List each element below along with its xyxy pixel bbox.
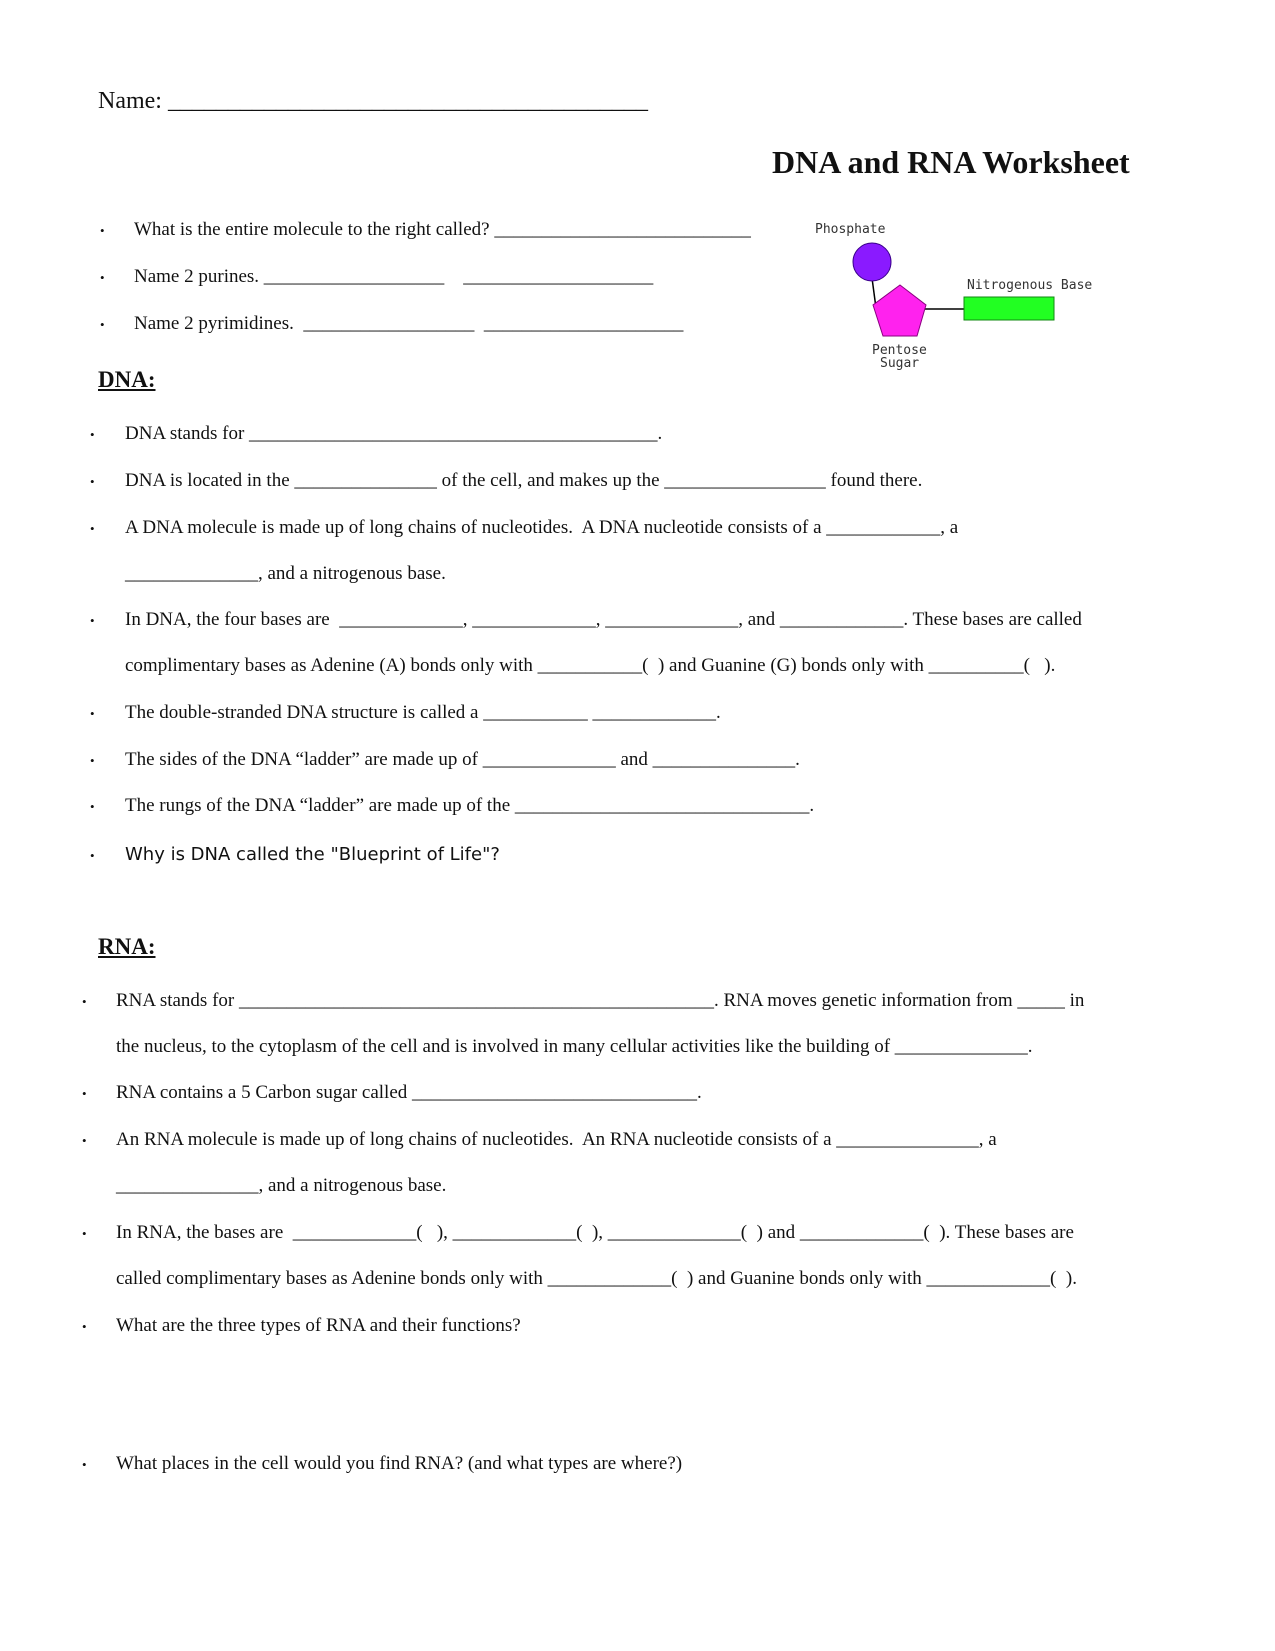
rna-complementary-bases[interactable]: called complimentary bases as Adenine bonds only with _____________( ) and Guanine bonds only with _____________( ). — [116, 1268, 1077, 1289]
dna-structure[interactable]: The double-stranded DNA structure is called a ___________ _____________. — [125, 702, 721, 723]
bullet: • — [90, 706, 95, 721]
rna-function-cont[interactable]: the nucleus, to the cytoplasm of the cell and is involved in many cellular activities like the building of ______________. — [116, 1036, 1033, 1057]
bullet: • — [82, 1086, 87, 1101]
bullet: • — [90, 521, 95, 536]
phosphate-label: Phosphate — [815, 222, 886, 237]
name-field-label[interactable]: Name: ________________________________________ — [98, 88, 648, 114]
bullet: • — [82, 1133, 87, 1148]
dna-four-bases[interactable]: In DNA, the four bases are _____________, _____________, ______________, and _____________. These bases are called — [125, 609, 1082, 630]
dna-ladder-sides[interactable]: The sides of the DNA “ladder” are made up of ______________ and _______________. — [125, 749, 800, 770]
rna-nucleotide-cont[interactable]: _______________, and a nitrogenous base. — [116, 1175, 447, 1196]
dna-location[interactable]: DNA is located in the _______________ of the cell, and makes up the _________________ found there. — [125, 470, 923, 491]
bullet: • — [82, 994, 87, 1009]
pentose-label: Pentose — [872, 343, 927, 358]
bullet: • — [90, 753, 95, 768]
nitrogenous-base-rect — [964, 297, 1054, 320]
bullet: • — [82, 1226, 87, 1241]
dna-nucleotide[interactable]: A DNA molecule is made up of long chains of nucleotides. A DNA nucleotide consists of a ____________, a — [125, 517, 959, 538]
rna-sugar[interactable]: RNA contains a 5 Carbon sugar called ______________________________. — [116, 1082, 702, 1103]
bullet: • — [100, 270, 105, 285]
bullet: • — [100, 317, 105, 332]
bullet: • — [82, 1319, 87, 1334]
dna-stands-for[interactable]: DNA stands for ___________________________________________. — [125, 423, 663, 444]
nitrogenous-base-label: Nitrogenous Base — [967, 278, 1093, 293]
rna-stands-for[interactable]: RNA stands for __________________________________________________. RNA moves genetic information from _____ in — [116, 990, 1085, 1011]
sugar-label: Sugar — [880, 356, 920, 371]
dna-heading: DNA: — [98, 367, 156, 392]
bullet: • — [90, 848, 95, 863]
bullet: • — [90, 474, 95, 489]
page-title: DNA and RNA Worksheet — [772, 144, 1130, 180]
rna-location-question[interactable]: What places in the cell would you find RNA? (and what types are where?) — [116, 1453, 683, 1474]
rna-nucleotide[interactable]: An RNA molecule is made up of long chains of nucleotides. An RNA nucleotide consists of a _______________, a — [116, 1129, 997, 1150]
question-molecule-name[interactable]: What is the entire molecule to the right called? ___________________________ — [134, 219, 751, 240]
question-pyrimidines[interactable]: Name 2 pyrimidines. __________________ _____________________ — [134, 313, 684, 334]
dna-ladder-rungs[interactable]: The rungs of the DNA “ladder” are made up of the _______________________________. — [125, 795, 815, 816]
rna-types-question[interactable]: What are the three types of RNA and their functions? — [116, 1315, 521, 1336]
bullet: • — [82, 1457, 87, 1472]
question-purines[interactable]: Name 2 purines. ___________________ ____________________ — [134, 266, 654, 287]
dna-complementary-bases[interactable]: complimentary bases as Adenine (A) bonds only with ___________( ) and Guanine (G) bonds only with __________( ). — [125, 655, 1056, 676]
bullet: • — [90, 799, 95, 814]
rna-bases[interactable]: In RNA, the bases are _____________( ), _____________( ), ______________( ) and _____________( ). These bases are — [116, 1222, 1074, 1243]
rna-heading: RNA: — [98, 934, 156, 959]
dna-nucleotide-cont[interactable]: ______________, and a nitrogenous base. — [125, 563, 446, 584]
bullet: • — [100, 223, 105, 238]
phosphate-circle — [853, 243, 891, 281]
bullet: • — [90, 427, 95, 442]
dna-blueprint-question[interactable]: Why is DNA called the "Blueprint of Life"? — [125, 844, 500, 865]
bullet: • — [90, 613, 95, 628]
pentose-sugar-pentagon — [873, 285, 926, 336]
